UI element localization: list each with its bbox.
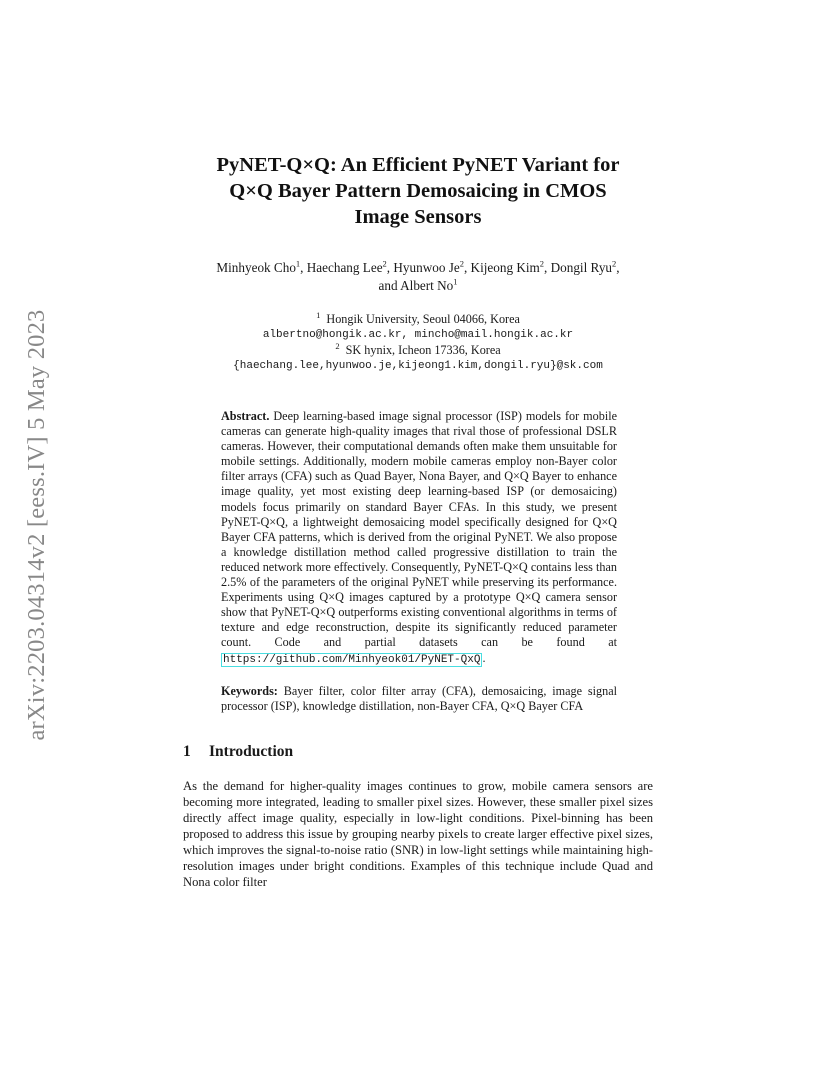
affiliation-text: SK hynix, Icheon 17336, Korea: [345, 343, 501, 357]
paper-title: [183, 152, 653, 230]
affiliation-marker: 2: [539, 258, 545, 269]
affiliation-marker: 2: [382, 258, 387, 269]
affiliation-marker: 1: [316, 309, 321, 320]
abstract-label: Abstract.: [221, 409, 270, 423]
author-list: Minhyeok Cho$^1$, Haechang Lee$^2$, Hyunwoo Je$^2$, Kijeong Kim$^2$, Dongil Ryu$^2$, and Albert No$^1$: [216, 258, 620, 293]
section-title: Introduction: [209, 742, 294, 760]
affiliation-marker: 1: [453, 276, 458, 287]
section-body: As the demand for higher-quality images continues to grow, mobile camera sensors are becoming more integrated, leading to smaller pixel sizes. However, these smaller pixel sizes directly affect image quality, especially in low-light conditions. Pixel-binning has been proposed to address this issue by grouping nearby pixels to create larger effective pixel sizes, which improves the signal-to-noise ratio (SNR) in low-light settings while maintaining high-resolution images under bright conditions. Examples of this technique include Quad and Nona color filter: [183, 778, 653, 890]
affiliation-2: [183, 340, 653, 359]
abstract: [221, 409, 617, 667]
affiliation-1: [183, 309, 653, 328]
abstract-text: Deep learning-based image signal processor (ISP) models for mobile cameras can generate high-quality images that rival those of professional DSLR cameras. However, their computational demands often make them unsuitable for mobile settings. Additionally, modern mobile cameras employ non-Bayer color filter arrays (CFA) such as Quad Bayer, Nona Bayer, and Q×Q Bayer to enhance image quality, yet most existing deep learning-based ISP (or demosaicing) models focus primarily on standard Bayer CFAs. In this study, we present PyNET-Q×Q, a lightweight demosaicing model specifically designed for Q×Q Bayer CFA patterns, which is derived from the original PyNET. We also propose a knowledge distillation method called progressive distillation to train the reduced network more effectively. Consequently, PyNET-Q×Q contains less than 2.5% of the parameters of the original PyNET while preserving its performance. Experiments using Q×Q images captured by a prototype Q×Q camera sensor show that PyNET-Q×Q outperforms existing conventional algorithms in terms of texture and edge reconstruction, despite its significantly reduced parameter count. Code and partial datasets can be found at: [221, 409, 617, 650]
keywords-text: Bayer filter, color filter array (CFA), demosaicing, image signal processor (ISP), knowledge distillation, non-Bayer CFA, Q×Q Bayer CFA: [221, 683, 618, 713]
author-name: Minhyeok Cho: [216, 260, 296, 275]
affiliation-marker: 2: [459, 258, 464, 269]
author-name: Haechang Lee: [306, 260, 383, 275]
affiliations: [183, 309, 653, 374]
affiliation-2-emails: {haechang.lee,hyunwoo.je,kijeong1.kim,dongil.ryu}@sk.com: [233, 359, 603, 372]
author-conjunction: and: [378, 278, 401, 293]
title-line: Image Sensors: [354, 206, 482, 228]
abstract-end: .: [482, 650, 486, 665]
author-name: Kijeong Kim: [470, 260, 540, 275]
paper-page: [183, 152, 653, 890]
affiliation-marker: 2: [335, 340, 340, 351]
section-heading: [183, 742, 653, 762]
author-name: Albert No: [400, 278, 454, 293]
affiliation-marker: 2: [612, 258, 617, 269]
section-number: 1: [183, 742, 191, 760]
arxiv-identifier: arXiv:2203.04314v2 [eess.IV] 5 May 2023: [23, 309, 50, 741]
affiliation-marker: 1: [295, 258, 301, 269]
affiliation-text: Hongik University, Seoul 04066, Korea: [326, 312, 520, 326]
keywords-label: Keywords:: [221, 683, 278, 698]
author-name: Dongil Ryu: [550, 260, 613, 275]
arxiv-sidebar: [22, 285, 52, 765]
code-link[interactable]: https://github.com/Minhyeok01/PyNET-QxQ: [223, 653, 481, 666]
author-name: Hyunwoo Je: [393, 260, 460, 275]
keywords: [221, 684, 617, 714]
title-line: Q×Q Bayer Pattern Demosaicing in CMOS: [229, 180, 607, 202]
affiliation-1-emails: albertno@hongik.ac.kr, mincho@mail.hongik.ac.kr: [262, 328, 574, 341]
title-line: PyNET-Q×Q: An Efficient PyNET Variant for: [216, 154, 620, 176]
